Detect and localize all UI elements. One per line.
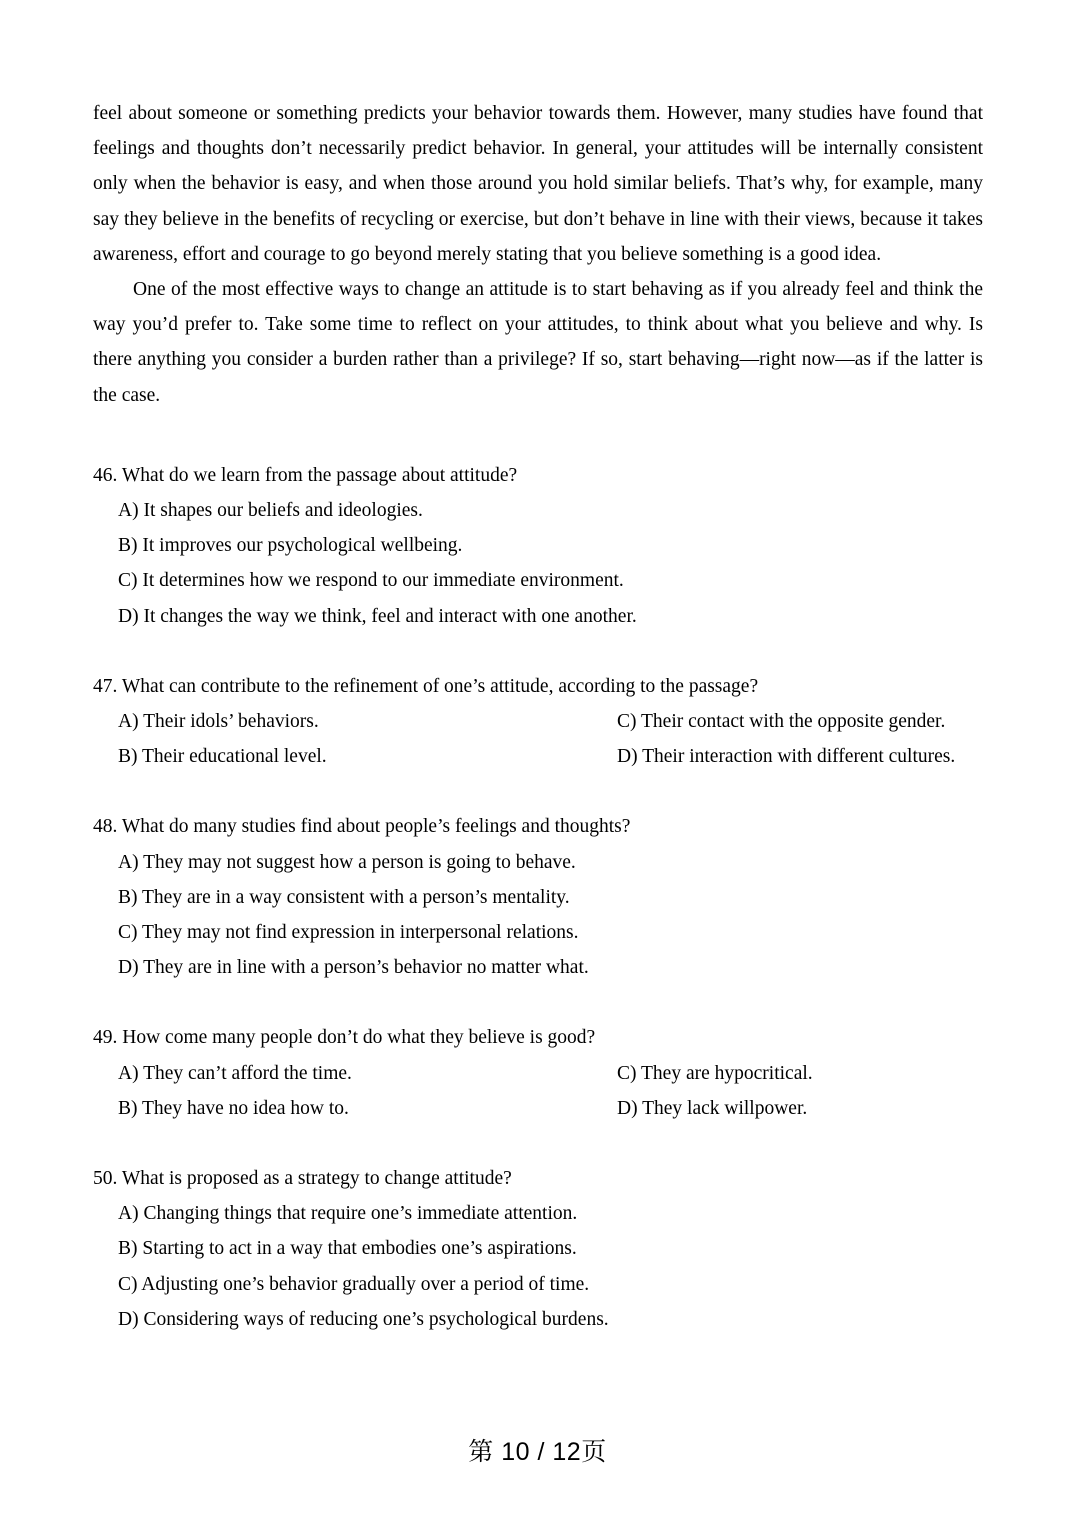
question-48 <box>93 809 983 985</box>
question-48-option-d[interactable]: D) They are in line with a person’s behavior no matter what. <box>118 957 589 979</box>
question-50-option-a[interactable]: A) Changing things that require one’s immediate attention. <box>118 1203 578 1225</box>
question-50-stem: 50. What is proposed as a strategy to change attitude? <box>93 1168 512 1190</box>
passage-paragraph-2: One of the most effective ways to change an attitude is to start behaving as if you already feel and think the way you’d prefer to. Take some time to reflect on your attitudes, to think about what you believe and why. Is there anything you consider a burden rather than a privilege? If so, start behaving—right now—as if the latter is the case. <box>93 279 983 406</box>
question-46 <box>93 458 983 634</box>
question-47-option-d[interactable]: D) Their interaction with different cultures. <box>617 746 956 768</box>
question-49-option-a[interactable]: A) They can’t afford the time. <box>118 1062 352 1084</box>
passage-paragraph-1: feel about someone or something predicts your behavior towards them. However, many studies have found that feelings and thoughts don’t necessarily predict behavior. In general, your attitudes will be internally consistent only when the behavior is easy, and when those around you hold similar beliefs. That’s why, for example, many say they believe in the benefits of recycling or exercise, but don’t behave in line with their views, because it takes awareness, effort and courage to go beyond merely stating that you believe something is a good idea. <box>93 103 983 265</box>
question-48-options <box>93 845 983 986</box>
question-46-option-c[interactable]: C) It determines how we respond to our immediate environment. <box>118 570 624 592</box>
page-number-footer: 第 10 / 12页 <box>468 1438 607 1466</box>
question-50 <box>93 1161 983 1337</box>
question-46-option-b[interactable]: B) It improves our psychological wellbeing. <box>118 535 463 557</box>
question-49-option-b[interactable]: B) They have no idea how to. <box>118 1097 349 1119</box>
question-48-option-b[interactable]: B) They are in a way consistent with a person’s mentality. <box>118 886 570 908</box>
question-49-option-d[interactable]: D) They lack willpower. <box>617 1097 808 1119</box>
question-48-option-c[interactable]: C) They may not find expression in interpersonal relations. <box>118 922 579 944</box>
question-50-option-b[interactable]: B) Starting to act in a way that embodies one’s aspirations. <box>118 1238 577 1260</box>
question-46-stem: 46. What do we learn from the passage about attitude? <box>93 464 518 486</box>
question-47-option-b[interactable]: B) Their educational level. <box>118 746 327 768</box>
question-50-options <box>93 1196 983 1337</box>
question-46-option-d[interactable]: D) It changes the way we think, feel and interact with one another. <box>118 605 637 627</box>
reading-passage <box>93 96 983 413</box>
page-content <box>93 96 983 1337</box>
question-48-option-a[interactable]: A) They may not suggest how a person is going to behave. <box>118 851 576 873</box>
question-47 <box>93 669 983 775</box>
question-49 <box>93 1020 983 1126</box>
question-47-option-c[interactable]: C) Their contact with the opposite gender. <box>617 711 946 733</box>
question-46-options <box>93 493 983 634</box>
question-50-option-c[interactable]: C) Adjusting one’s behavior gradually over a period of time. <box>118 1273 590 1295</box>
question-48-stem: 48. What do many studies find about people’s feelings and thoughts? <box>93 816 631 838</box>
question-47-stem: 47. What can contribute to the refinement of one’s attitude, according to the passage? <box>93 675 759 697</box>
question-46-option-a[interactable]: A) It shapes our beliefs and ideologies. <box>118 500 423 522</box>
question-50-option-d[interactable]: D) Considering ways of reducing one’s psychological burdens. <box>118 1308 609 1330</box>
question-47-option-a[interactable]: A) Their idols’ behaviors. <box>118 711 319 733</box>
question-49-stem: 49. How come many people don’t do what they believe is good? <box>93 1027 596 1049</box>
question-49-options <box>93 1056 983 1126</box>
question-49-option-c[interactable]: C) They are hypocritical. <box>617 1062 813 1084</box>
question-47-options <box>93 704 983 774</box>
